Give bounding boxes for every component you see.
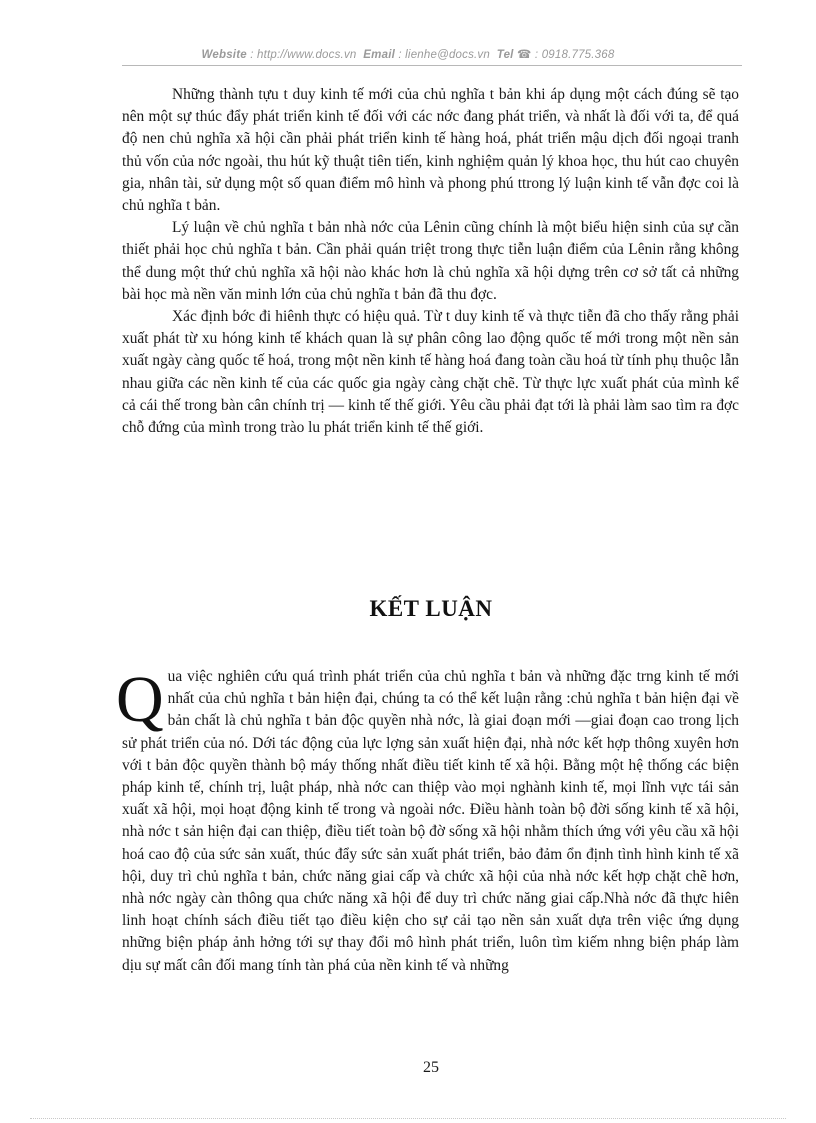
- email-address[interactable]: : lienhe@docs.vn: [398, 49, 490, 61]
- website-url[interactable]: : http://www.docs.vn: [250, 49, 357, 61]
- section-heading: KẾT LUẬN: [369, 596, 493, 621]
- tel-label: Tel: [496, 49, 514, 61]
- website-label: Website: [201, 49, 247, 61]
- header-divider: [122, 65, 742, 66]
- email-label: Email: [363, 49, 395, 61]
- paragraph-1: Những thành tựu t duy kinh tế mới của chủ nghĩa t bản khi áp dụng một cách đúng sẽ tạo nên một sự thúc đẩy phát triển kinh tế đối với các nớc đang phát triển, và nhất là đối với ta, để quá độ nen chủ nghĩa xã hội cần phải phát triển kinh tế hàng hoá, phát triển mậu dịch đối ngoại tranh thủ vốn của nớc ngoài, thu hút kỹ thuật tiên tiến, kinh nghiệm quản lý khoa học, thu hút cao chuyên gia, nhân tài, sử dụng một số quan điểm mô hình và phong phú ttrong lý luận kinh tế vẫn đợc coi là chủ nghĩa t bản.: [122, 86, 739, 215]
- paragraph-3: Xác định bớc đi hiênh thực có hiệu quả. Từ t duy kinh tế và thực tiễn đã cho thấy rằng phải xuất phát từ xu hóng kinh tế khách quan là sự phân công lao động quốc tế mới trong một nền sản xuất ngày càng quốc tế hoá, trong một nền kinh tế hàng hoá đang toàn cầu hoá từ tính phụ thuộc lẫn nhau giữa các nền kinh tế của các quốc gia ngày càng chặt chẽ. Từ thực lực xuất phát của mình kể cả cái thế trong bàn cân chính trị — kinh tế thế giới. Yêu cầu phải đạt tới là phải làm sao tìm ra đợc chỗ đứng của mình trong trào lu phát triển kinh tế thế giới.: [122, 308, 739, 437]
- body-text: [122, 84, 739, 439]
- paragraph-2: Lý luận về chủ nghĩa t bản nhà nớc của Lênin cũng chính là một biểu hiện sinh của sự cần thiết phải học chủ nghĩa t bản. Cần phải quán triệt trong thực tiễn luận điểm của Lênin rằng không thể dung một thứ chủ nghĩa xã hội nào khác hơn là chủ nghĩa xã hội dựng trên cơ sở tất cả những bài học mà nền văn minh lớn của chủ nghĩa t bản đã thu đợc.: [122, 219, 739, 303]
- conclusion-paragraph: ua việc nghiên cứu quá trình phát triển của chủ nghĩa t bản và những đặc trng kinh tế mới nhất của chủ nghĩa t bản hiện đại, chúng ta có thể kết luận rằng :chủ nghĩa t bản hiện đại về bản chất là chủ nghĩa t bản độc quyền nhà nớc, là giai đoạn mới —giai đoạn cao trong lịch sử phát triển của nó. Dới tác động của lực lợng sản xuất hiện đại, nhà nớc kết hợp thông xuyên hơn với t bản độc quyền thành bộ máy thống nhất điều tiết kinh tế xã hội. Bằng một hệ thống các biện pháp kinh tế, chính trị, luật pháp, nhà nớc can thiệp vào mọi nghành kinh tế, mọi lĩnh vực tái sản xuất xã hội, mọi hoạt động kinh tế trong và ngoài nớc. Điều hành toàn bộ đời sống kinh tế xã hội, nhà nớc t sản hiện đại can thiệp, điều tiết toàn bộ đờ sống xã hội nhằm thích ứng với yêu cầu xã hội hoá cao độ của sức sản xuất, thúc đẩy sức sản xuất phát triển, bảo đảm ổn định tình hình kinh tế xã hội, duy trì chủ nghĩa t bản, chức năng giai cấp và chức xã hội của nhà nớc kết hợp chặt chẽ hơn, nhà nớc ngày càn thông qua chức năng xã hội để duy trì chức năng giai cấp.Nhà nớc đã thực hiên linh hoạt chính sách điều tiết tạo điều kiện cho sự cải tạo nền sản xuất dựa trên việc ứng dụng những biện pháp ảnh hởng tới sự thay đổi mô hình phát triển, luôn tìm kiếm nhng biện pháp làm dịu sự mất cân đối mang tính tàn phá của nền kinh tế và những: [122, 668, 739, 974]
- page-header: [0, 47, 816, 61]
- conclusion-text: [116, 663, 739, 977]
- footer-divider: [30, 1118, 786, 1119]
- page-number: 25: [423, 1059, 439, 1076]
- tel-number: ☎ : 0918.775.368: [516, 49, 615, 61]
- drop-cap: Q: [116, 663, 164, 736]
